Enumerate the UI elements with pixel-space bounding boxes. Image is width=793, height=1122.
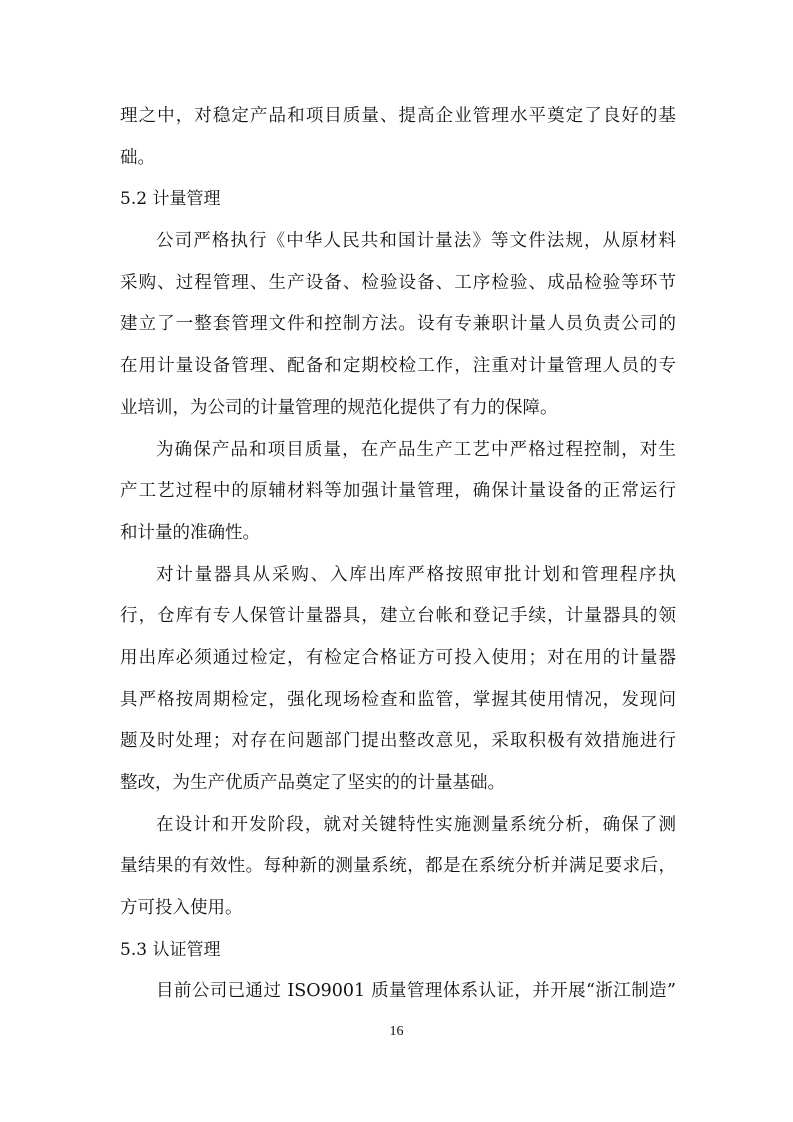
text-line: 为确保产品和项目质量，在产品生产工艺中严格过程控制，对生 [156,439,676,460]
text-line: 在设计和开发阶段，就对关键特性实施测量系统分析，确保了测 [156,814,676,835]
text-line: 产工艺过程中的原辅材料等加强计量管理，确保计量设备的正常运行 [120,481,676,502]
text-line: 行，仓库有专人保管计量器具，建立台帐和登记手续，计量器具的领 [120,606,676,627]
text-line: 具严格按周期检定，强化现场检查和监管，掌握其使用情况，发现问 [120,689,676,710]
body-text [120,96,676,1013]
text-line: 方可投入使用。 [120,898,243,919]
text-line: 用出库必须通过检定，有检定合格证方可投入使用；对在用的计量器 [120,647,676,668]
text-line: 业培训，为公司的计量管理的规范化提供了有力的保障。 [120,397,558,418]
text-line: 在用计量设备管理、配备和定期校检工作，注重对计量管理人员的专 [120,356,676,377]
text-line: 题及时处理；对存在问题部门提出整改意见，采取积极有效措施进行 [120,731,676,752]
text-line: 对计量器具从采购、入库出库严格按照审批计划和管理程序执 [156,564,676,585]
page-number: 16 [389,1024,404,1039]
section-heading-5-2: 5.2 计量管理 [120,189,221,210]
text-line: 和计量的准确性。 [120,522,260,543]
text-line: 础。 [120,147,155,168]
text-line: 理之中，对稳定产品和项目质量、提高企业管理水平奠定了良好的基 [120,106,676,126]
text-line: 目前公司已通过 ISO9001 质量管理体系认证，并开展“浙江制造” [156,981,676,1002]
text-line: 整改，为生产优质产品奠定了坚实的的计量基础。 [120,773,505,793]
section-heading-5-3: 5.3 认证管理 [120,939,221,960]
text-line: 建立了一整套管理文件和控制方法。设有专兼职计量人员负责公司的 [120,314,676,335]
text-line: 公司严格执行《中华人民共和国计量法》等文件法规，从原材料 [156,231,676,252]
text-line: 采购、过程管理、生产设备、检验设备、工序检验、成品检验等环节 [120,272,676,293]
text-line: 量结果的有效性。每种新的测量系统，都是在系统分析并满足要求后， [120,856,676,877]
